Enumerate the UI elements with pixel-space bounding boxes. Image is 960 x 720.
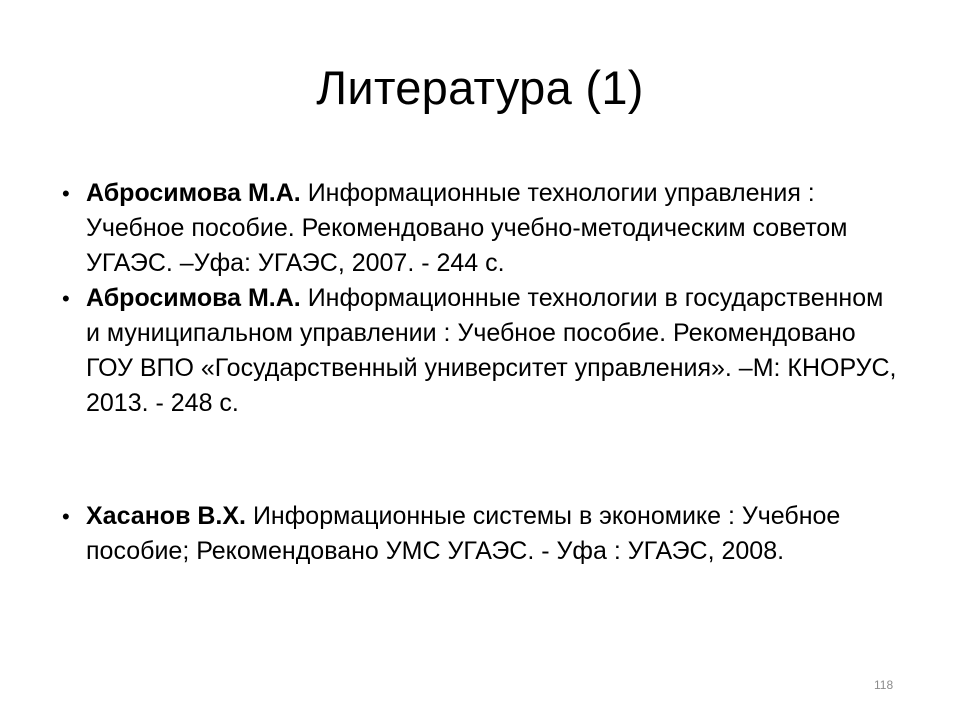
reference-text: Информационные технологии в государственном и муниципальном управлении : Учебное пособие. Рекомендовано ГОУ ВПО «Государственный университет управления». –М: КНОРУС, 2013. - 248 с. bbox=[86, 284, 897, 417]
bullet-icon: • bbox=[62, 504, 70, 529]
reference-list bbox=[62, 176, 902, 569]
reference-author: Абросимова М.А. bbox=[86, 284, 301, 312]
reference-text: Информационные технологии управления : Учебное пособие. Рекомендовано учебно-методическим советом УГАЭС. –Уфа: УГАЭС, 2007. - 244 с. bbox=[86, 179, 848, 277]
reference-author: Хасанов В.Х. bbox=[86, 502, 246, 530]
reference-item bbox=[62, 176, 902, 281]
page-number: 118 bbox=[874, 678, 894, 692]
reference-item bbox=[62, 281, 902, 421]
reference-author: Абросимова М.А. bbox=[86, 179, 301, 207]
slide-title: Литература (1) bbox=[316, 61, 644, 114]
bullet-icon: • bbox=[62, 286, 70, 311]
reference-text: Информационные системы в экономике : Учебное пособие; Рекомендовано УМС УГАЭС. - Уфа : УГАЭС, 2008. bbox=[86, 502, 841, 565]
reference-item bbox=[62, 499, 902, 569]
bullet-icon: • bbox=[62, 181, 70, 206]
